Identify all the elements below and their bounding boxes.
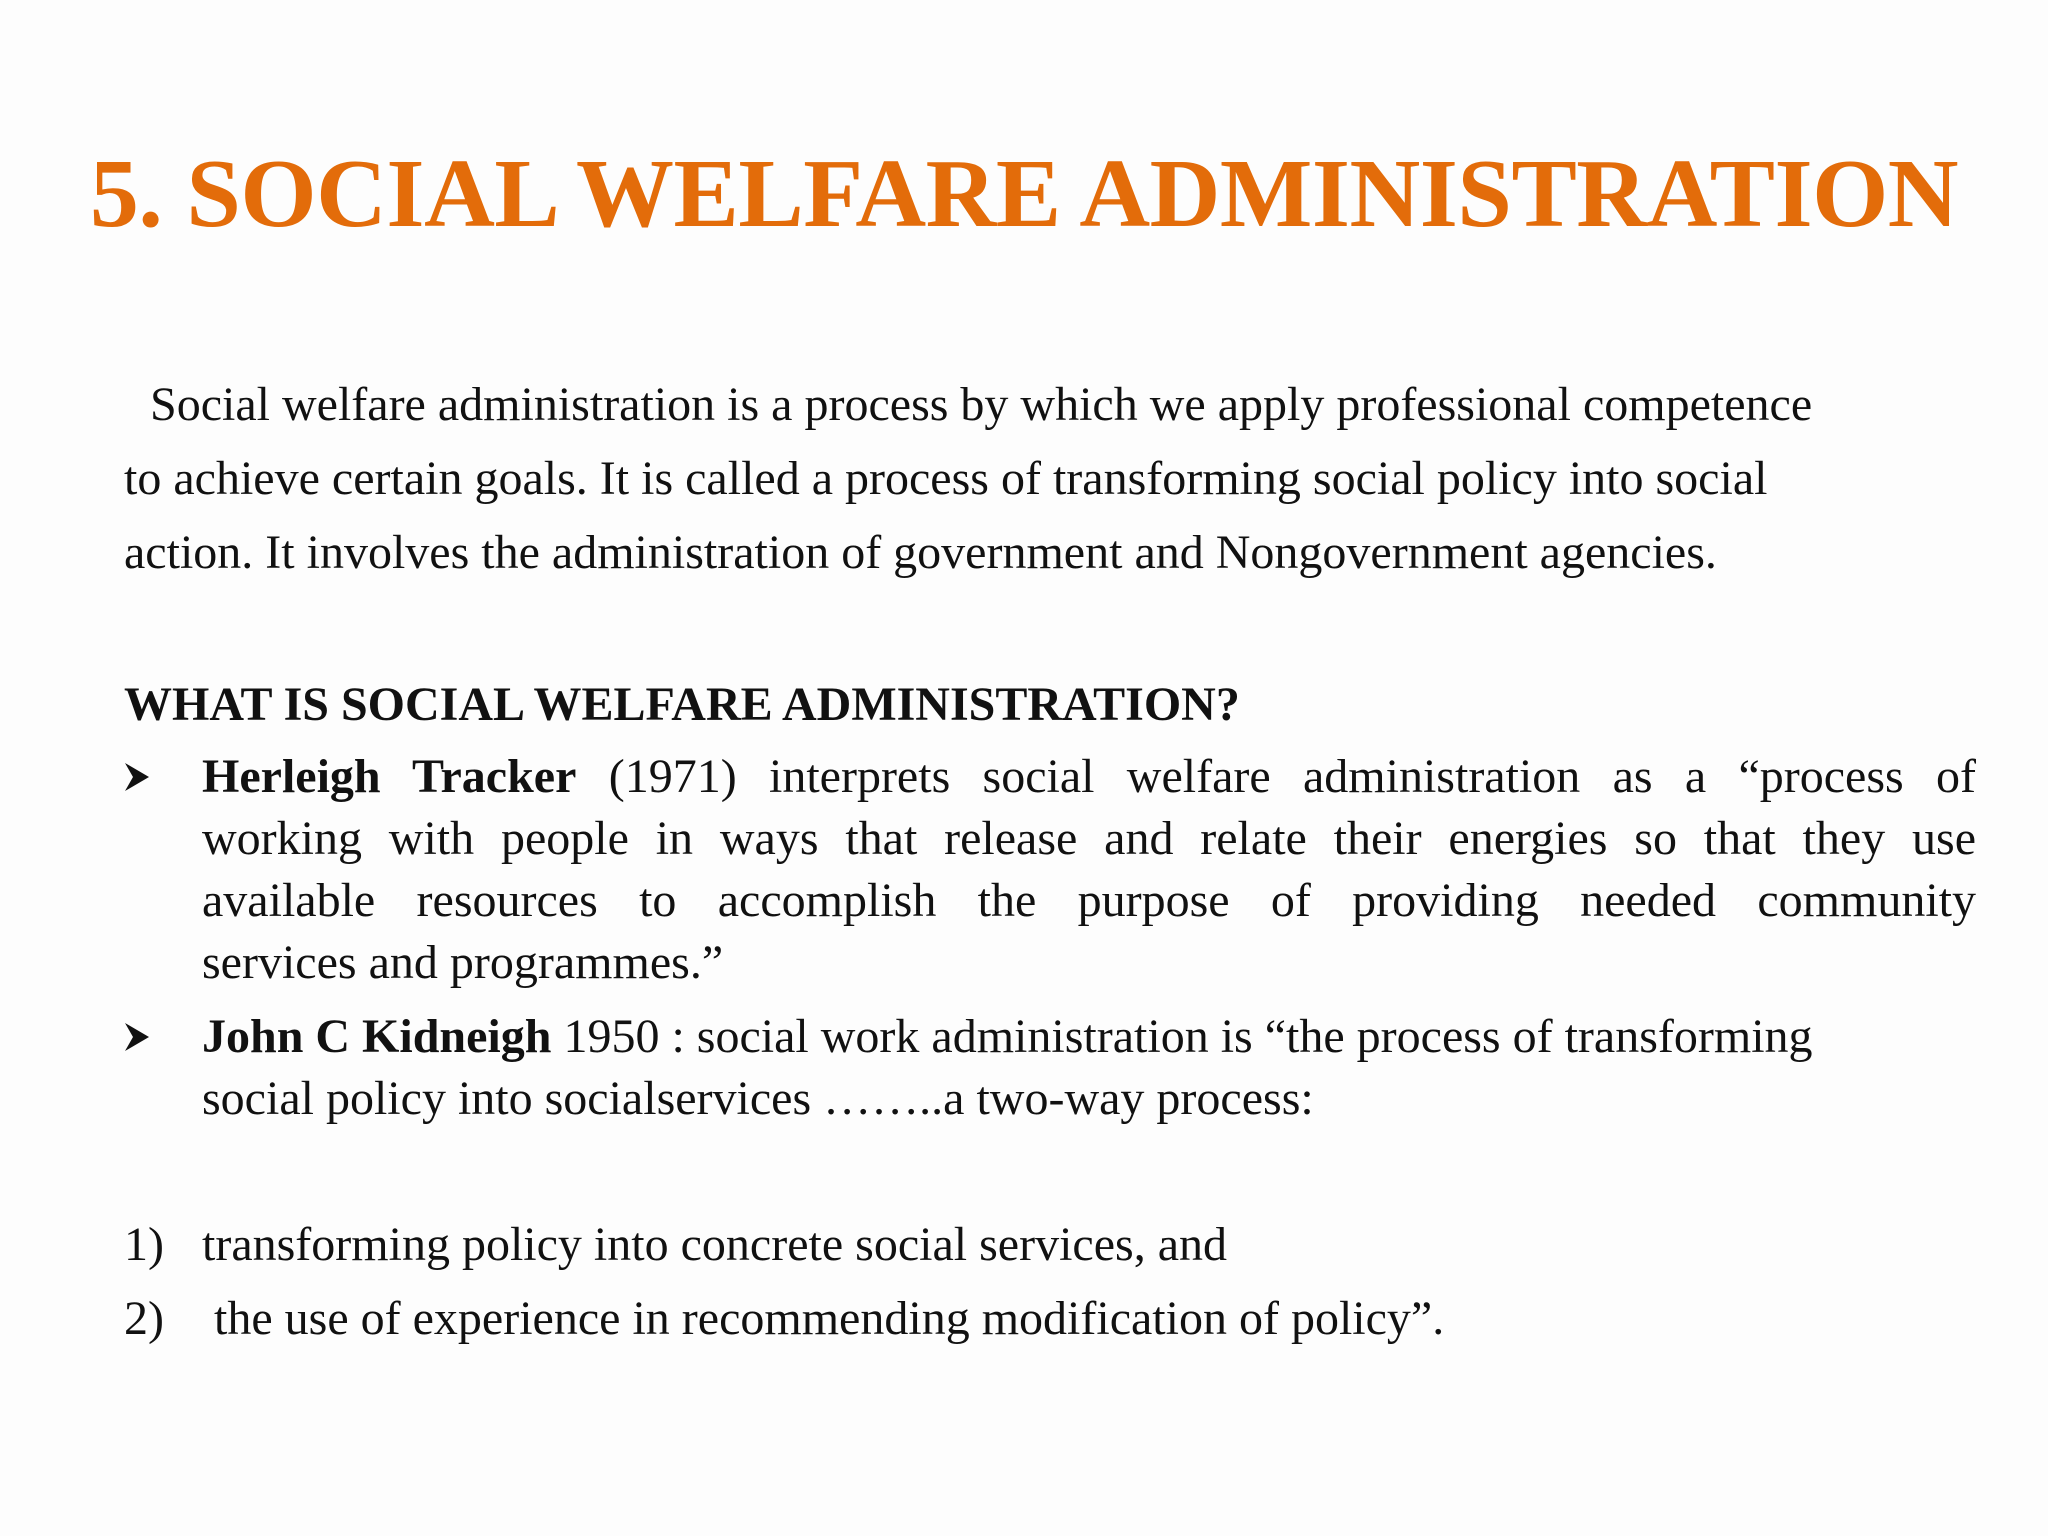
item-text: the use of experience in recommending modification of policy”. (214, 1292, 1445, 1345)
definition-line (202, 746, 1976, 808)
slide-title: 5. SOCIAL WELFARE ADMINISTRATION (89, 140, 1959, 248)
intro-line: Social welfare administration is a process by which we apply professional competence (150, 378, 1813, 431)
numbered-item (124, 1208, 1924, 1282)
definition-line: services and programmes.” (202, 936, 724, 989)
arrowhead-bullet-icon (124, 1006, 150, 1052)
arrowhead-bullet-icon (124, 746, 150, 792)
definition-line: social policy into socialservices ……..a two-way process: (202, 1072, 1314, 1125)
definition-text (202, 746, 1976, 994)
definition-item-kidneigh (124, 1006, 1976, 1130)
intro-line: to achieve certain goals. It is called a process of transforming social policy into social (124, 452, 1768, 505)
definition-item-tracker (124, 746, 1976, 994)
definition-line-rest: (1971) interprets social welfare administration as a “process of (576, 750, 1976, 803)
definition-line: available resources to accomplish the purpose of providing needed community (202, 874, 1976, 927)
numbered-item (124, 1282, 1924, 1356)
item-number: 1) (124, 1218, 164, 1271)
intro-paragraph (124, 368, 1984, 590)
definition-line (202, 1006, 1976, 1068)
definition-text (202, 1006, 1976, 1130)
definition-author: Herleigh Tracker (202, 750, 577, 803)
item-number: 2) (124, 1292, 164, 1345)
definition-line-rest: 1950 : social work administration is “the process of transforming (551, 1010, 1813, 1063)
section-heading: WHAT IS SOCIAL WELFARE ADMINISTRATION? (124, 678, 1240, 731)
definition-line: working with people in ways that release and relate their energies so that they use (202, 812, 1976, 865)
item-text: transforming policy into concrete social services, and (202, 1218, 1227, 1271)
intro-line: action. It involves the administration of government and Nongovernment agencies. (124, 526, 1717, 579)
definition-author: John C Kidneigh (202, 1010, 552, 1063)
